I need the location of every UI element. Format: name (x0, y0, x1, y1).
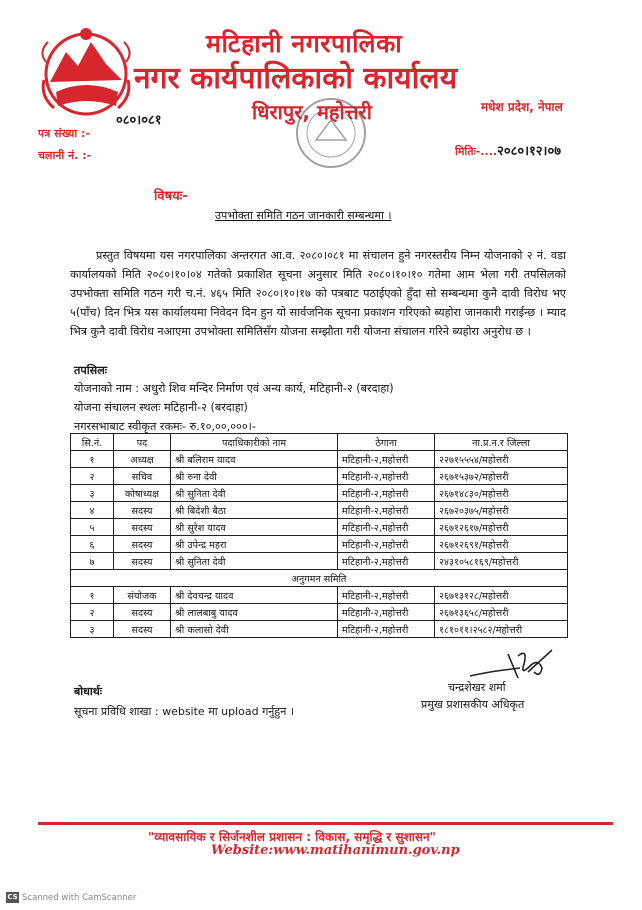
office-name: नगर कार्यपालिकाको कार्यालय (134, 61, 458, 96)
cell-post: सदस्य (114, 519, 171, 536)
table-row (71, 468, 568, 485)
cell-post: संयोजक (114, 587, 171, 604)
cell-sn: १ (71, 587, 114, 604)
cell-citizenship: १८१०११।२५८२/महोत्तरी (435, 621, 568, 638)
cell-citizenship: २६७१४८३०/महोत्तरी (435, 485, 568, 502)
col-header-post: पद (114, 434, 171, 451)
committee-table (70, 433, 568, 638)
cell-post: सदस्य (114, 502, 171, 519)
reference-label: पत्र संख्या :- (38, 127, 91, 140)
cell-sn: ३ (71, 621, 114, 638)
cell-sn: ३ (71, 485, 114, 502)
cell-post: सचिव (114, 468, 171, 485)
date-value: २०८०।१२।०७ (497, 144, 561, 159)
date-label: मितिः-.... (455, 145, 498, 158)
footer-motto: "व्यावसायिक र सिर्जनशील प्रशासन : विकास, समृद्धि र सुशासन" (148, 830, 436, 844)
cell-name: श्री सुरेश यादव (171, 519, 338, 536)
cell-citizenship: २६७१२६१७/महोत्तरी (435, 519, 568, 536)
cell-sn: १ (71, 451, 114, 468)
cell-post: सदस्य (114, 536, 171, 553)
cell-name: श्री रुना देवी (171, 468, 338, 485)
cell-address: मटिहानी-२,महोत्तरी (338, 519, 435, 536)
project-name: योजनाको नाम : अधुरो शिव मन्दिर निर्माण एवं अन्य कार्य, मटिहानी-२ (बरदाहा) (74, 382, 394, 395)
nepal-emblem-logo-icon (36, 22, 136, 122)
subject-label: विषयः- (154, 189, 188, 204)
committee-body (71, 451, 568, 570)
table-row (71, 536, 568, 553)
col-header-citizenship: ना.प्र.न.र जिल्ला (435, 434, 568, 451)
cell-address: मटिहानी-२,महोत्तरी (338, 604, 435, 621)
table-row (71, 621, 568, 638)
cell-sn: ४ (71, 502, 114, 519)
cell-post: सदस्य (114, 553, 171, 570)
cell-address: मटिहानी-२,महोत्तरी (338, 468, 435, 485)
cell-sn: ७ (71, 553, 114, 570)
monitoring-body (71, 587, 568, 638)
office-seal-stamp-icon (294, 96, 368, 170)
table-header-row (71, 434, 568, 451)
cell-post: सदस्य (114, 604, 171, 621)
cell-citizenship: २६७१३१२८/महोत्तरी (435, 587, 568, 604)
cell-name: श्री कलासो देवी (171, 621, 338, 638)
cell-name: श्री लालबाबु यादव (171, 604, 338, 621)
cell-name: श्री बिदेशी बैठा (171, 502, 338, 519)
cell-address: मटिहानी-२,महोत्तरी (338, 553, 435, 570)
project-location: योजना संचालन स्थलः मटिहानी-२ (बरदाहा) (74, 401, 248, 414)
table-row (71, 485, 568, 502)
cell-address: मटिहानी-२,महोत्तरी (338, 451, 435, 468)
subject-text: उपभोक्ता समिति गठन जानकारी सम्बन्धमा । (215, 209, 392, 222)
info-label: बोधार्थः (74, 685, 102, 698)
table-row (71, 553, 568, 570)
budget-line: नगरसभाबाट स्वीकृत रकमः- रु.१०,००,०००।- (74, 420, 256, 433)
province-label: मधेश प्रदेश, नेपाल (481, 100, 563, 114)
scanner-text: Scanned with CamScanner (22, 893, 137, 903)
cell-name: श्री सुनिता देवी (171, 553, 338, 570)
cell-sn: ६ (71, 536, 114, 553)
dispatch-label: चलानी नं. :- (38, 149, 92, 162)
cell-citizenship: २४३१०५८१६९/महोत्तरी (435, 553, 568, 570)
col-header-name: पदाधिकारीको नाम (171, 434, 338, 451)
subsection-row (71, 570, 568, 587)
cell-name: श्री बलिराम यादव (171, 451, 338, 468)
body-paragraph: प्रस्तुत विषयमा यस नगरपालिका अन्तरगत आ.व. २०८०।०८१ मा संचालन हुने नगरस्तरीय निम्न योजनाको २ नं. वडा कार्यालयको मिति २०८०।१०।०४ गतेको प्रकाशित सूचना अनुसार मिति २०८०।१०।१० गतेमा आम भेला गरी तपसिलको उपभोक्ता समिति गठन गरी च.नं. ४६५ मिति २०८०।१०।१७ को पत्रबाट पठाईएको हुँदा सो सम्बन्धमा कुनै दावी विरोध भए ५(पाँच) दिन भित्र यस कार्यालयमा निवेदन दिन हुन यो सार्वजनिक सूचना प्रकाशन गरिएको ब्यहोरा जानकारी गराईन्छ । म्याद भित्र कुनै दावी विरोध नआएमा उपभोक्ता समितिसँग योजना सम्झौता गरी योजना संचालन गरिने ब्यहोरा अनुरोध छ । (70, 249, 566, 338)
cell-address: मटिहानी-२,महोत्तरी (338, 485, 435, 502)
cell-post: अध्यक्ष (114, 451, 171, 468)
cell-sn: २ (71, 604, 114, 621)
table-row (71, 451, 568, 468)
info-text: सूचना प्रविधि शाखा : website मा upload गर्नुहुन । (74, 705, 294, 718)
monitoring-committee-heading: अनुगमन समिति (71, 570, 568, 587)
footer-divider (38, 822, 613, 825)
reference-value: ०८०।०८१ (116, 113, 162, 128)
cell-address: मटिहानी-२,महोत्तरी (338, 502, 435, 519)
scanner-watermark (6, 892, 136, 903)
office-address: धिरापुर, महोत्तरी (252, 100, 372, 124)
cell-name: श्री देवचन्द्र यादव (171, 587, 338, 604)
cell-post: कोषाध्यक्ष (114, 485, 171, 502)
cell-address: मटिहानी-२,महोत्तरी (338, 536, 435, 553)
cell-address: मटिहानी-२,महोत्तरी (338, 587, 435, 604)
cell-sn: ५ (71, 519, 114, 536)
cell-citizenship: २६७२०३७५/महोत्तरी (435, 502, 568, 519)
cell-citizenship: २६७१२६९१/महोत्तरी (435, 536, 568, 553)
table-row (71, 587, 568, 604)
cell-sn: २ (71, 468, 114, 485)
table-row (71, 604, 568, 621)
signatory-title: प्रमुख प्रशासकीय अधिकृत (421, 698, 525, 711)
cell-citizenship: २६७१३६५८/महोत्तरी (435, 604, 568, 621)
signatory-name: चन्द्रशेखर शर्मा (448, 681, 506, 694)
cell-name: श्री सुनिता देवी (171, 485, 338, 502)
cell-citizenship: २२७१५५५४/महोत्तरी (435, 451, 568, 468)
table-row (71, 519, 568, 536)
table-row (71, 502, 568, 519)
cell-citizenship: २६७१५३७२/महोत्तरी (435, 468, 568, 485)
col-header-address: ठेगाना (338, 434, 435, 451)
cell-post: सदस्य (114, 621, 171, 638)
tapsil-label: तपसिलः (74, 364, 108, 377)
municipality-name: मटिहानी नगरपालिका (206, 29, 403, 58)
cell-address: मटिहानी-२,महोत्तरी (338, 621, 435, 638)
footer-website: Website:www.matihanimun.gov.np (211, 843, 460, 858)
date-line (455, 140, 561, 159)
col-header-sn: सि.नं. (71, 434, 114, 451)
camscanner-badge-icon: CS (7, 893, 18, 901)
cell-name: श्री उपेन्द्र महरा (171, 536, 338, 553)
